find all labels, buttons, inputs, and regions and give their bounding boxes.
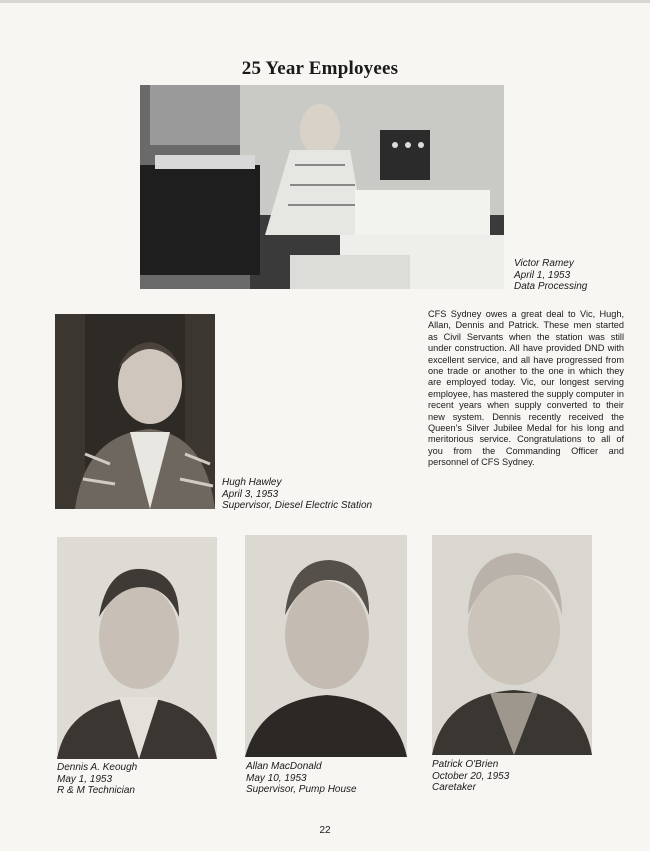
- employee-position: Caretaker: [432, 782, 476, 793]
- caption-dennis-keough: [57, 762, 137, 797]
- page-top-edge: [0, 0, 650, 3]
- photo-dennis-keough: [57, 537, 217, 759]
- page-title: 25 Year Employees: [241, 58, 399, 79]
- employee-date: October 20, 1953: [432, 770, 510, 782]
- employee-date: April 1, 1953: [514, 269, 571, 281]
- caption-allan-macdonald: [246, 761, 357, 796]
- caption-hugh-hawley: [222, 477, 372, 512]
- employee-position: Supervisor, Pump House: [246, 784, 357, 795]
- employee-date: May 1, 1953: [57, 773, 113, 785]
- employee-date: May 10, 1953: [246, 772, 307, 784]
- caption-victor-ramey: [514, 258, 587, 293]
- employee-position: Data Processing: [514, 281, 588, 292]
- photo-patrick-obrien: [432, 535, 592, 755]
- employee-name: Hugh Hawley: [222, 477, 282, 488]
- employee-date: April 3, 1953: [222, 488, 279, 500]
- employee-name: Patrick O'Brien: [432, 759, 499, 770]
- photo-allan-macdonald: [245, 535, 407, 757]
- employee-name: Dennis A. Keough: [57, 762, 138, 773]
- page-number: 22: [319, 825, 331, 836]
- article-body-text: CFS Sydney owes a great deal to Vic, Hugh, Allan, Dennis and Patrick. These men started as Civil Servants when the station was still under construction. All have provided DND with excellent service, and all have progressed from one trade or another to the one in which they are employed today. Vic, our longest serving employee, has mastered the supply computer in recent years when supply converted to their new system. Dennis recently received the Queen's Silver Jubilee Medal for his long and meritorious service. Congratulations to all of you from the Commanding Officer and personnel of CFS Sydney.: [428, 309, 624, 468]
- employee-position: Supervisor, Diesel Electric Station: [222, 500, 373, 511]
- employee-name: Victor Ramey: [514, 258, 574, 269]
- employee-position: R & M Technician: [57, 785, 135, 796]
- photo-victor-ramey: [140, 85, 504, 289]
- employee-name: Allan MacDonald: [246, 761, 322, 772]
- photo-hugh-hawley: [55, 314, 215, 509]
- caption-patrick-obrien: [432, 759, 509, 794]
